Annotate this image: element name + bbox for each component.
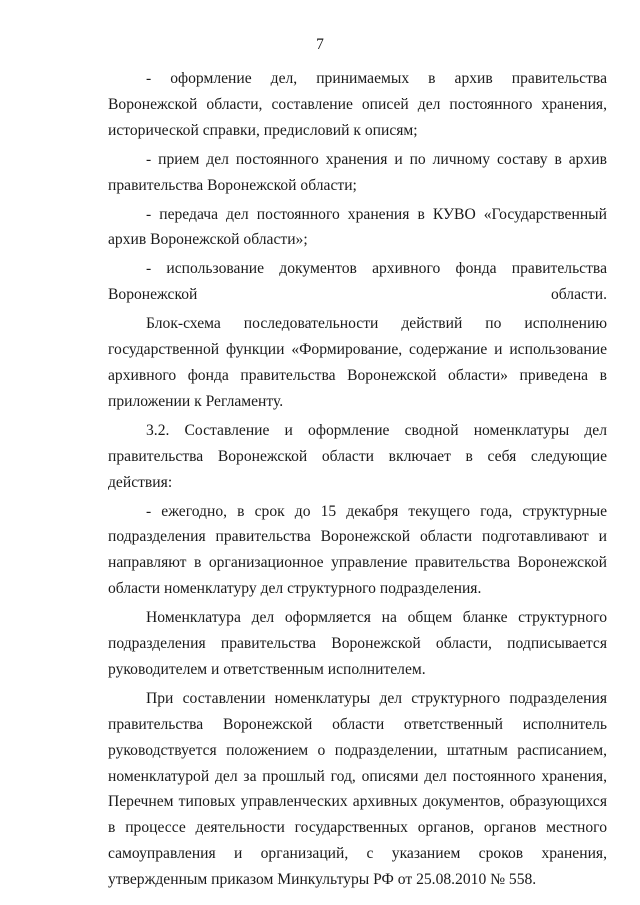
paragraph-archive-registration: - оформление дел, принимаемых в архив правительства Воронежской области, составление описей дел постоянного хранения, исторической справки, предисловий к описям; bbox=[108, 70, 607, 139]
paragraph-annual-deadline: - ежегодно, в срок до 15 декабря текущего года, структурные подразделения правительства Воронежской области подготавливают и направляют в организационное управление правительства Воронежской области номенклатуру дел структурного подразделения. bbox=[108, 502, 607, 598]
paragraph-archive-transfer: - передача дел постоянного хранения в КУВО «Государственный архив Воронежской области»; bbox=[108, 205, 607, 249]
paragraph-archive-usage: - использование документов архивного фонда правительства Воронежской области. bbox=[108, 260, 607, 304]
paragraph-block-scheme: Блок-схема последовательности действий по исполнению государственной функции «Формирование, содержание и использование архивного фонда правительства Воронежской области» приведена в приложении к Регламенту. bbox=[108, 315, 607, 410]
paragraph-nomenclature-guidance: При составлении номенклатуры дел структурного подразделения правительства Воронежской области ответственный исполнитель руководствуется положением о подразделении, штатным расписанием, номенклатурой дел за прошлый год, описями дел постоянного хранения, Перечнем типовых управленческих архивных документов, образующихся в процессе деятельности государственных органов, органов местного самоуправления и организаций, с указанием сроков хранения, утвержденным приказом Минкультуры РФ от 25.08.2010 № 558. bbox=[108, 689, 607, 889]
page-number: 7 bbox=[316, 36, 324, 53]
paragraph-archive-acceptance: - прием дел постоянного хранения и по личному составу в архив правительства Воронежской области; bbox=[108, 150, 607, 194]
paragraph-section-3-2: 3.2. Составление и оформление сводной номенклатуры дел правительства Воронежской области включает в себя следующие действия: bbox=[108, 421, 607, 491]
paragraph-nomenclature-form: Номенклатура дел оформляется на общем бланке структурного подразделения правительства Воронежской области, подписывается руководителем и ответственным исполнителем. bbox=[108, 609, 607, 678]
document-body bbox=[108, 66, 607, 893]
